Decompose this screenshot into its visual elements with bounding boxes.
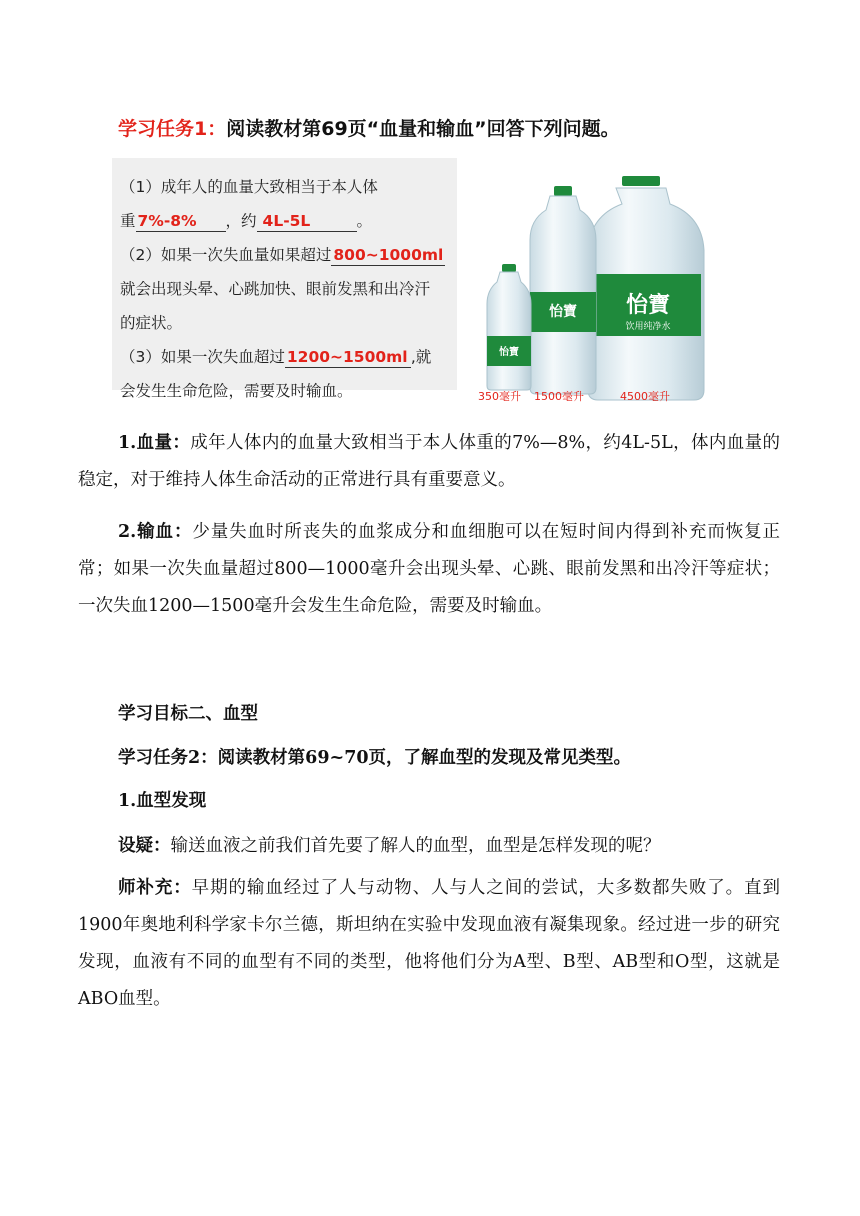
small-bottle — [487, 264, 531, 390]
question-head: 设疑： — [118, 836, 171, 856]
card-q2-line3 — [120, 306, 451, 340]
card-q3-line1 — [120, 340, 451, 374]
medium-bottle-caption: 1500毫升 — [534, 390, 584, 403]
medium-bottle-brand: 怡寶 — [549, 304, 577, 320]
small-bottle-brand: 怡寶 — [499, 347, 519, 358]
card-q1-text-c: ，约 — [225, 212, 257, 230]
large-bottle — [588, 176, 704, 400]
para-blood-volume — [78, 425, 780, 499]
answer-blood-volume: 4L-5L — [257, 211, 357, 232]
para2-body: 少量失血时所丧失的血浆成分和血细胞可以在短时间内得到补充而恢复正常；如果一次失血量超过800—1000毫升会出现头晕、心跳、眼前发黑和出冷汗等症状；一次失血1200—1500毫升会发生生命危险，需要及时输血。 — [78, 522, 780, 616]
task2-heading: 学习任务2：阅读教材第69~70页，了解血型的发现及常见类型。 — [118, 748, 632, 768]
large-bottle-brand: 怡寶 — [625, 293, 671, 318]
card-q1-text-d: 。 — [356, 212, 373, 230]
supp-head: 师补充： — [118, 878, 192, 898]
question-body: 输送血液之前我们首先要了解人的血型，血型是怎样发现的呢？ — [170, 836, 661, 856]
medium-bottle — [530, 186, 596, 394]
card-q2-text: （2）如果一次失血量如果超过 — [120, 246, 332, 264]
para-transfusion — [78, 514, 780, 625]
card-q1-line1 — [120, 170, 451, 204]
para1-head: 1.血量： — [118, 433, 191, 453]
card-q1-text: （1）成年人的血量大致相当于本人体 — [120, 178, 378, 196]
task1-prefix: 学习任务1： — [118, 118, 227, 140]
large-bottle-caption: 4500毫升 — [620, 390, 670, 403]
task1-text: 阅读教材第69页“血量和输血”回答下列问题。 — [226, 118, 620, 140]
card-q3-text: （3）如果一次失血超过 — [120, 348, 285, 366]
subheading-blood-type-discovery: 1.血型发现 — [118, 791, 207, 811]
card-q2-line1 — [120, 238, 451, 272]
card-q2-text-c: 的症状。 — [120, 314, 183, 332]
para2-head: 2.输血： — [118, 522, 193, 542]
answer-blood-percent: 7%-8% — [136, 211, 226, 232]
card-q1-line2 — [120, 204, 451, 238]
question-line — [118, 831, 661, 861]
card-q2-line2 — [120, 272, 451, 306]
card-q3-text-c: 会发生生命危险，需要及时输血。 — [120, 382, 353, 400]
card-q3-line2 — [120, 374, 451, 408]
card-q2-text-b: 就会出现头晕、心跳加快、眼前发黑和出冷汗 — [120, 280, 431, 298]
water-bottles-image — [470, 166, 718, 406]
large-bottle-sublabel: 饮用纯净水 — [625, 322, 671, 332]
supp-body: 早期的输血经过了人与动物、人与人之间的尝试，大多数都失败了。直到1900年奥地利科学家卡尔兰德，斯坦纳在实验中发现血液有凝集现象。经过进一步的研究发现，血液有不同的血型有不同的类型，他将他们分为A型、B型、AB型和O型，这就是ABO血型。 — [78, 878, 781, 1009]
card-q3-text-b: ,就 — [410, 348, 432, 366]
answer-card — [112, 158, 457, 400]
para-teacher-supplement — [78, 870, 780, 1018]
answer-loss-danger: 1200~1500ml — [285, 347, 411, 368]
goal2-heading: 学习目标二、血型 — [118, 704, 258, 724]
small-bottle-caption: 350毫升 — [478, 390, 521, 403]
task1-heading — [118, 114, 620, 141]
para1-body: 成年人体内的血量大致相当于本人体重的7%—8%，约4L-5L，体内血量的稳定，对于维持人体生命活动的正常进行具有重要意义。 — [78, 433, 780, 490]
card-q1-text-b: 重 — [120, 212, 136, 230]
answer-loss-symptoms: 800~1000ml — [333, 246, 444, 264]
